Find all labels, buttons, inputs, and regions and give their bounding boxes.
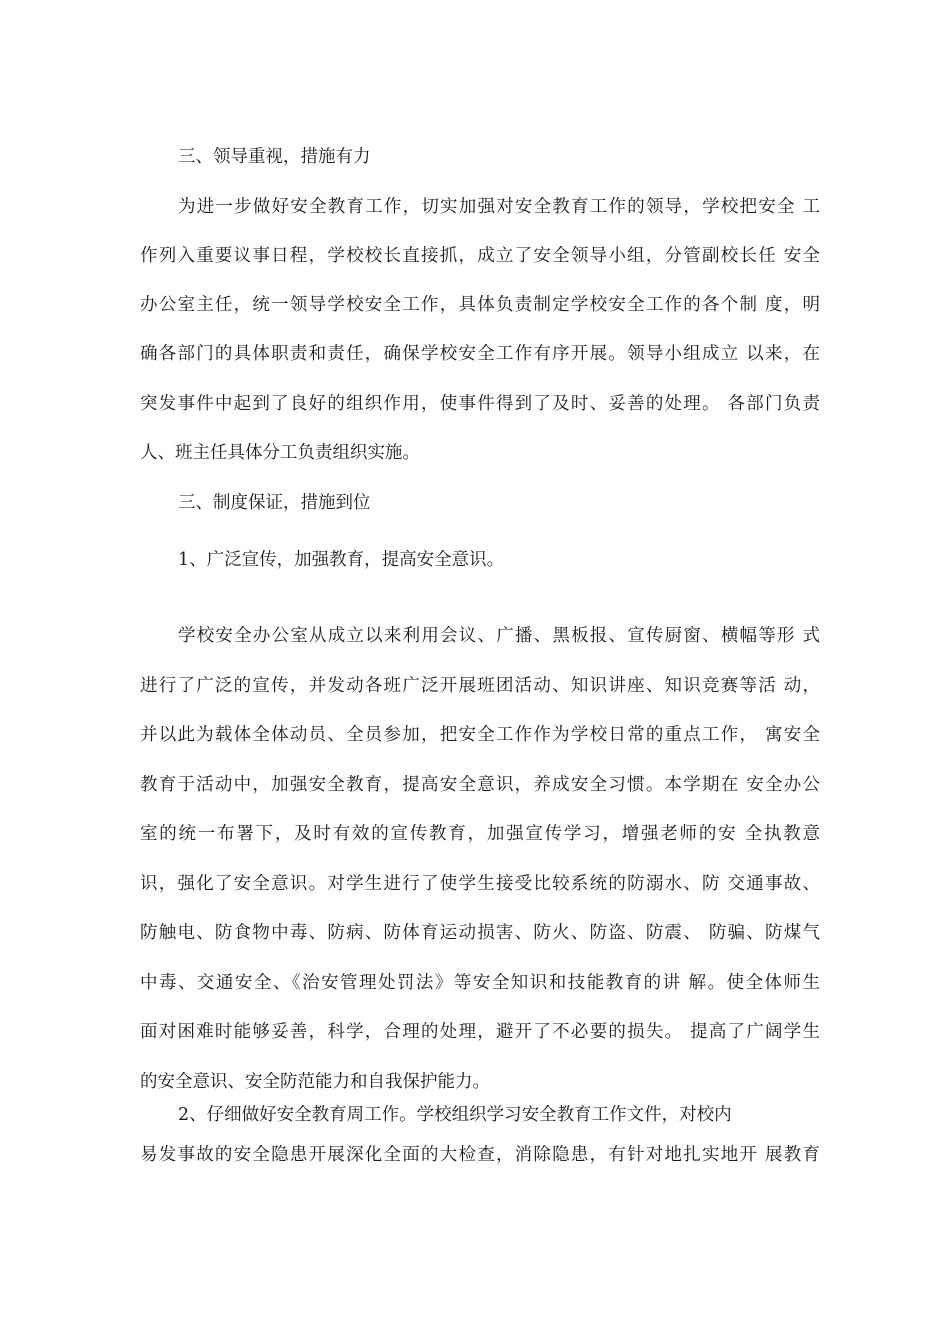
paragraph-line: 为进一步做好安全教育工作，切实加强对安全教育工作的领导，学校把安全 工 bbox=[178, 197, 820, 217]
paragraph-line: 中毒、交通安全、《治安管理处罚法》等安全知识和技能教育的讲 解。使全体师生 bbox=[140, 973, 820, 993]
paragraph-line: 识，强化了安全意识。对学生进行了使学生接受比较系统的防溺水、防 交通事故、 bbox=[140, 874, 820, 894]
paragraph-line: 易发事故的安全隐患开展深化全面的大检查，消除隐患，有针对地扎实地开 展教育 bbox=[140, 1145, 820, 1165]
subsection-heading: 1、广泛宣传，加强教育，提高安全意识。 bbox=[178, 550, 505, 570]
paragraph-line: 面对困难时能够妥善，科学，合理的处理，避开了不必要的损失。 提高了广阔学生 bbox=[140, 1022, 820, 1042]
paragraph-line: 的安全意识、安全防范能力和自我保护能力。 bbox=[140, 1072, 490, 1092]
paragraph-line: 教育于活动中，加强安全教育，提高安全意识，养成安全习惯。本学期在 安全办公 bbox=[140, 775, 820, 795]
section-heading: 三、制度保证，措施到位 bbox=[178, 493, 371, 513]
paragraph-line: 进行了广泛的宣传，并发动各班广泛开展班团活动、知识讲座、知识竞赛等活 动， bbox=[140, 676, 820, 696]
paragraph-line: 防触电、防食物中毒、防病、防体育运动损害、防火、防盗、防震、 防骗、防煤气 bbox=[140, 923, 820, 943]
paragraph-line: 2、仔细做好安全教育周工作。学校组织学习安全教育工作文件，对校内 bbox=[178, 1105, 732, 1125]
section-heading: 三、领导重视，措施有力 bbox=[178, 147, 371, 167]
paragraph-line: 室的统一布署下，及时有效的宣传教育，加强宣传学习，增强老师的安 全执教意 bbox=[140, 824, 820, 844]
paragraph-line: 突发事件中起到了良好的组织作用，使事件得到了及时、妥善的处理。 各部门负责 bbox=[140, 394, 820, 414]
paragraph-line: 办公室主任，统一领导学校安全工作，具体负责制定学校安全工作的各个制 度，明 bbox=[140, 295, 820, 315]
paragraph-line: 人、班主任具体分工负责组织实施。 bbox=[140, 443, 420, 463]
paragraph-line: 确各部门的具体职责和责任，确保学校安全工作有序开展。领导小组成立 以来，在 bbox=[140, 344, 820, 364]
paragraph-line: 并以此为载体全体动员、全员参加，把安全工作作为学校日常的重点工作， 寓安全 bbox=[140, 725, 820, 745]
paragraph-line: 学校安全办公室从成立以来利用会议、广播、黑板报、宣传厨窗、横幅等形 式 bbox=[178, 626, 820, 646]
paragraph-line: 作列入重要议事日程，学校校长直接抓，成立了安全领导小组，分管副校长任 安全 bbox=[140, 246, 820, 266]
